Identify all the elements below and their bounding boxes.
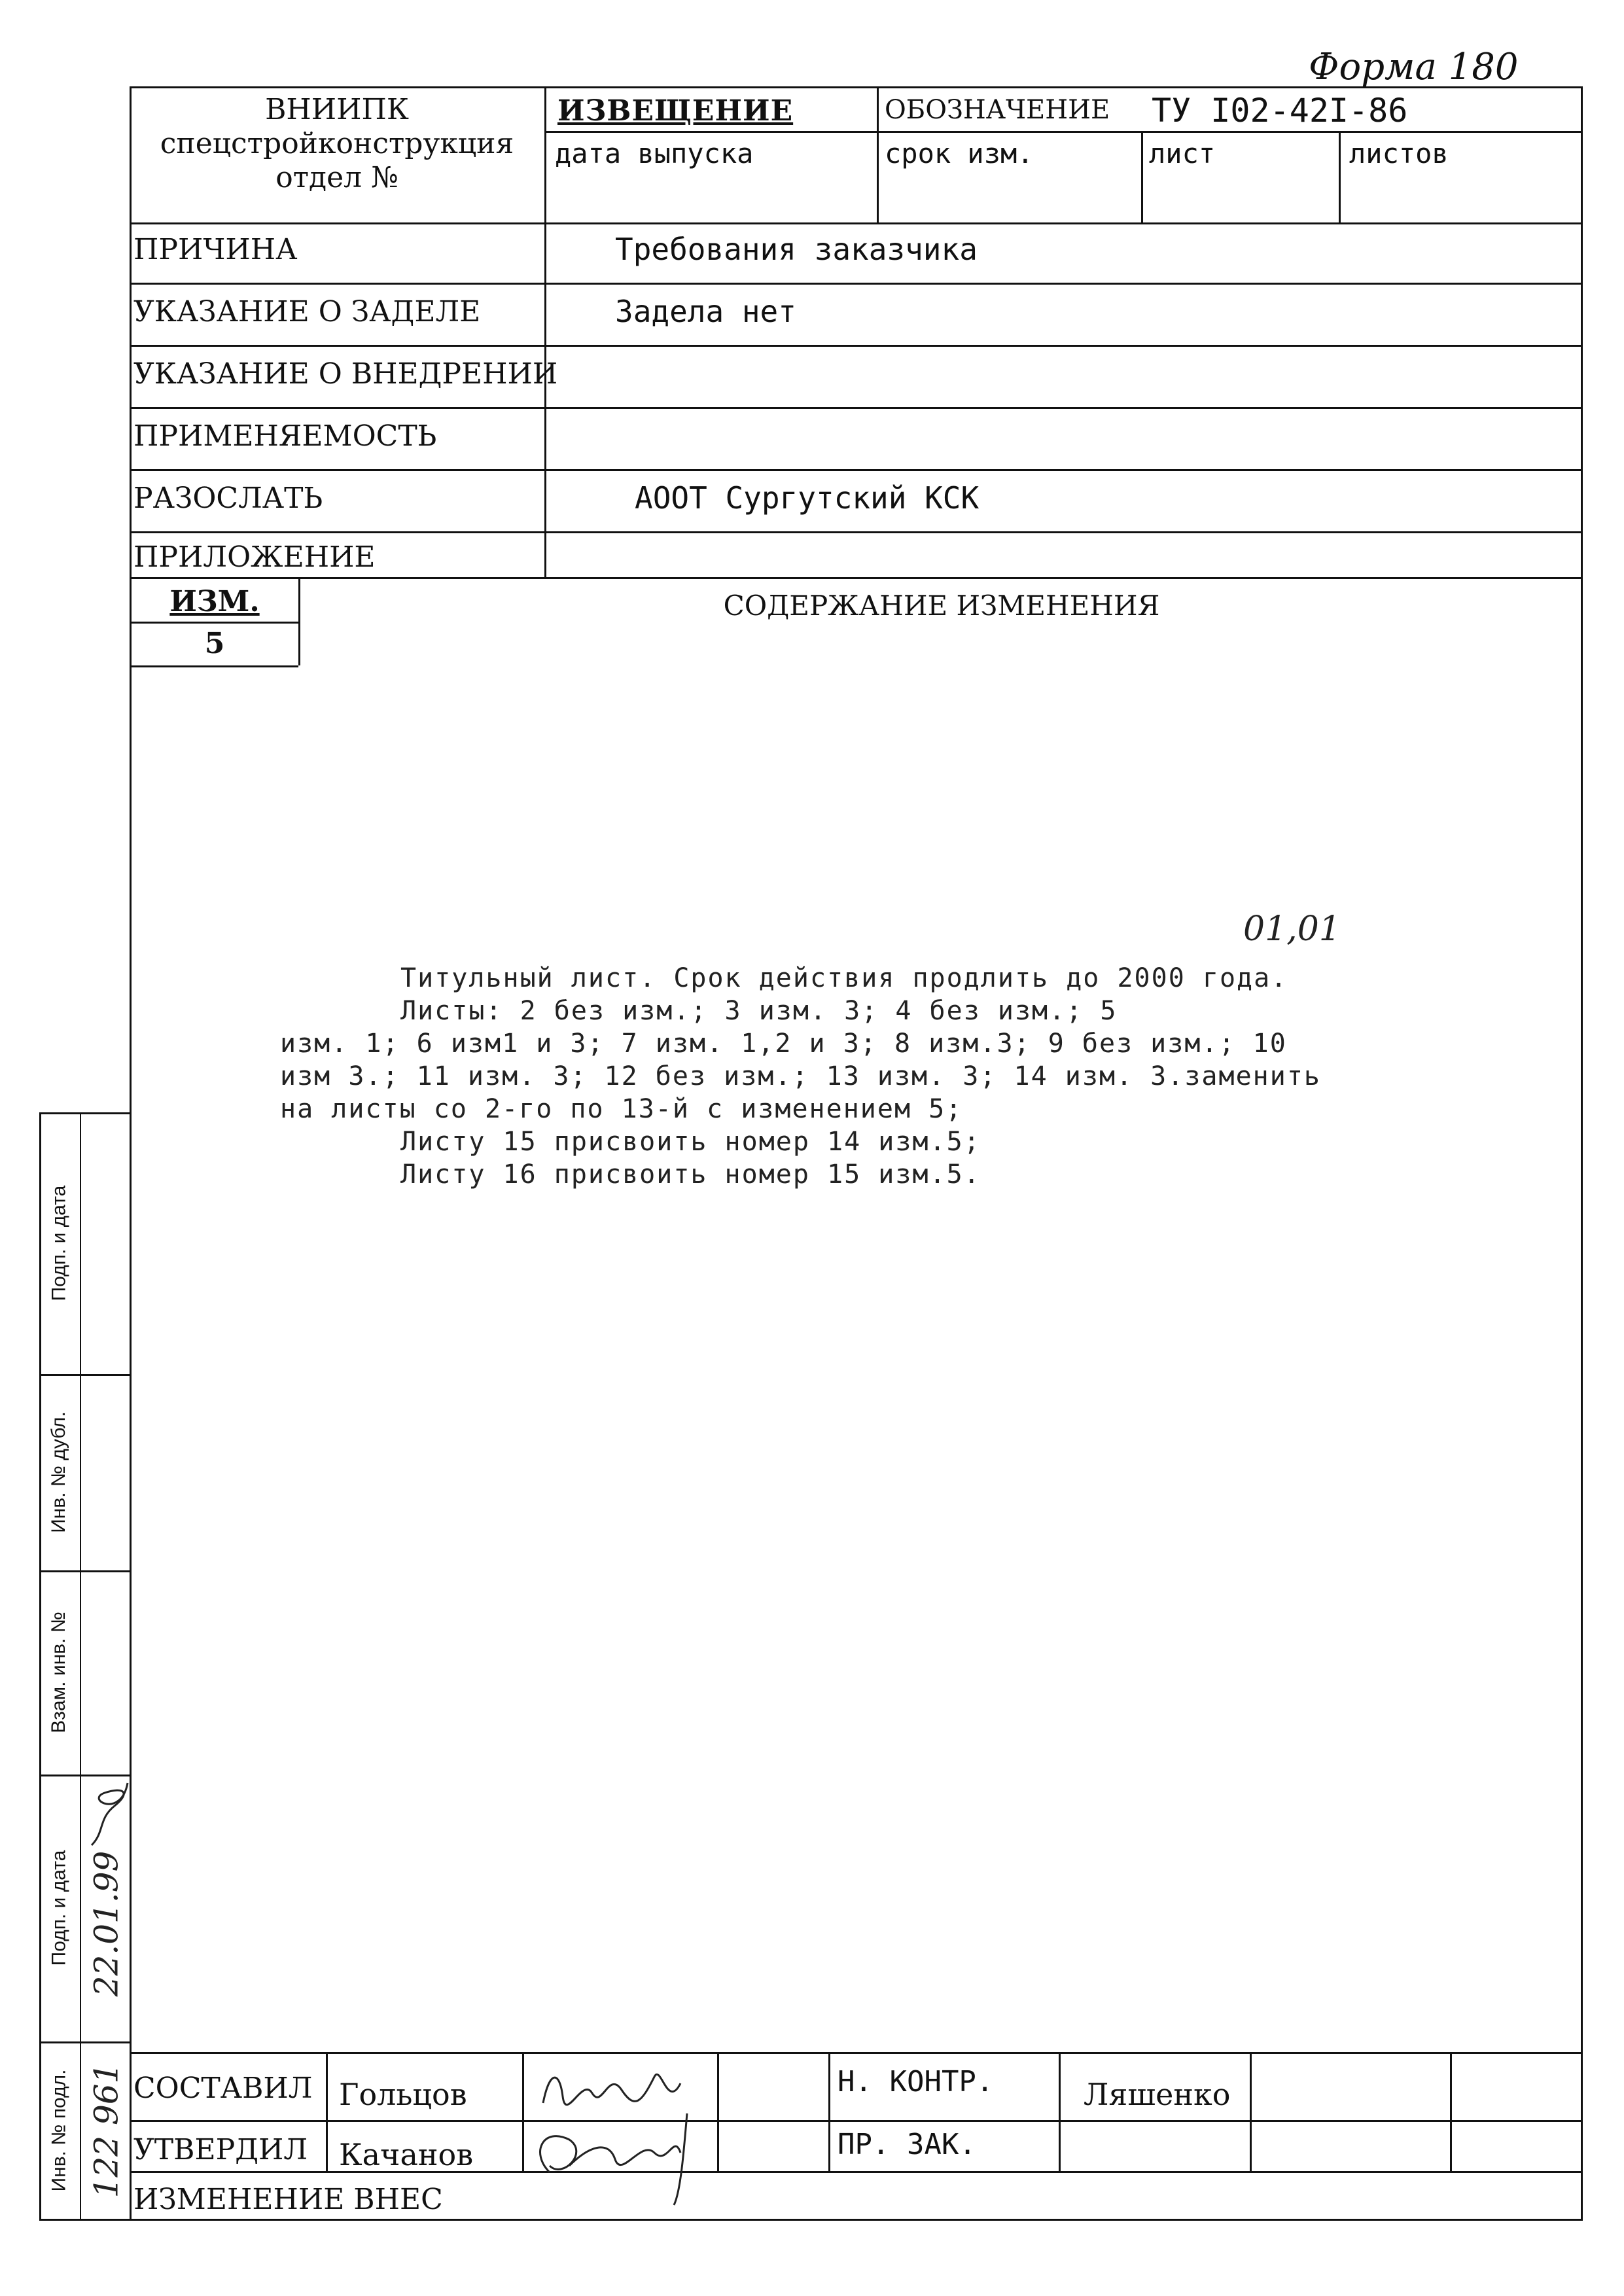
izm-label: ИЗМ.	[169, 585, 260, 618]
header-divider-1	[544, 86, 546, 222]
content-line-4: изм 3.; 11 изм. 3; 12 без изм.; 13 изм. 3; 14 изм. 3.заменить	[280, 1061, 1322, 1091]
izm-box-mid	[130, 622, 298, 624]
row-line-4	[130, 469, 1583, 471]
org-line-2: спецстройконструкция	[160, 127, 514, 160]
header-divider-2	[877, 86, 879, 222]
izm-number: 5	[204, 627, 225, 660]
customer-rep-label: ПР. ЗАК.	[838, 2128, 976, 2161]
content-label: СОДЕРЖАНИЕ ИЗМЕНЕНИЯ	[723, 590, 1160, 622]
content-line-7: Листу 16 присвоить номер 15 изм.5.	[400, 1159, 981, 1190]
side-handwritten-inv-podl: 122 961	[87, 2062, 126, 2198]
org-name-block	[131, 93, 543, 195]
norm-control-label: Н. КОНТР.	[838, 2065, 994, 2098]
footer-mid-line	[130, 2120, 1583, 2122]
approved-name: Качанов	[339, 2137, 474, 2172]
side-label-podp-data-top: Подп. и дата	[48, 1185, 69, 1301]
izm-box-bottom	[130, 665, 298, 667]
side-label-podp-data-bottom: Подп. и дата	[48, 1850, 69, 1966]
handwritten-date-note: 01,01	[1243, 910, 1341, 949]
changed-by-label: ИЗМЕНЕНИЕ ВНЕС	[133, 2183, 443, 2216]
org-line-3: отдел №	[275, 161, 398, 194]
row-line-5	[130, 531, 1583, 533]
izm-box-right	[298, 577, 300, 665]
footer-div-6	[1250, 2052, 1252, 2171]
release-date-label: дата выпуска	[555, 137, 754, 169]
form-label: Форма 180	[1309, 46, 1519, 88]
norm-control-name: Ляшенко	[1084, 2077, 1231, 2112]
content-line-2: Листы: 2 без изм.; 3 изм. 3; 4 без изм.; 5	[400, 996, 1118, 1026]
side-label-inv-dubl: Инв. № дубл.	[48, 1411, 69, 1533]
row-value-distribute: АООТ Сургутский КСК	[635, 480, 980, 516]
row-label-reason: ПРИЧИНА	[133, 233, 298, 266]
org-line-1: ВНИИПК	[265, 93, 409, 126]
sheets-label: листов	[1349, 137, 1449, 169]
row-label-attachment: ПРИЛОЖЕНИЕ	[133, 540, 376, 574]
change-term-label: срок изм.	[885, 137, 1034, 169]
sheet-label: лист	[1149, 137, 1216, 169]
footer-div-4	[828, 2052, 830, 2171]
side-label-inv-podl: Инв. № подл.	[48, 2069, 69, 2191]
designation-label: ОБОЗНАЧЕНИЕ	[885, 95, 1110, 125]
row-value-reason: Требования заказчика	[615, 232, 978, 267]
header-divider-4	[1339, 131, 1341, 222]
designation-value: ТУ I02-42I-86	[1152, 92, 1408, 130]
side-bottom-line	[39, 2219, 132, 2221]
footer-div-7	[1450, 2052, 1452, 2171]
row-value-backlog: Задела нет	[615, 294, 796, 329]
content-line-5: на листы со 2-го по 13-й с изменением 5;	[280, 1094, 963, 1124]
approved-signature	[523, 2100, 720, 2212]
header-mid-line	[544, 131, 1583, 133]
footer-top-line	[130, 2052, 1583, 2054]
compiled-name: Гольцов	[339, 2077, 467, 2112]
row-line-6	[130, 577, 1583, 579]
frame-top-border	[130, 86, 1583, 88]
approved-label: УТВЕРДИЛ	[133, 2133, 308, 2166]
notice-label: ИЗВЕЩЕНИЕ	[557, 94, 794, 128]
rows-label-divider	[544, 222, 546, 577]
frame-bottom-border	[130, 2219, 1583, 2221]
side-column-mid	[80, 1112, 81, 2221]
side-label-vzam-inv: Взам. инв. №	[48, 1612, 70, 1733]
content-line-3: изм. 1; 6 изм1 и 3; 7 изм. 1,2 и 3; 8 изм.3; 9 без изм.; 10	[280, 1029, 1287, 1059]
row-label-distribute: РАЗОСЛАТЬ	[133, 482, 323, 515]
side-signature-mark	[85, 1780, 131, 1852]
row-label-backlog: УКАЗАНИЕ О ЗАДЕЛЕ	[133, 295, 481, 328]
side-handwritten-podp-date: 22.01.99	[87, 1850, 125, 1997]
row-line-2	[130, 345, 1583, 347]
content-line-6: Листу 15 присвоить номер 14 изм.5;	[400, 1127, 981, 1157]
header-bottom-line	[130, 222, 1583, 224]
row-label-applicability: ПРИМЕНЯЕМОСТЬ	[133, 419, 437, 453]
header-divider-3	[1141, 131, 1143, 222]
content-line-1: Титульный лист. Срок действия продлить до 2000 года.	[400, 963, 1288, 993]
footer-div-1	[326, 2052, 328, 2171]
footer-div-5	[1059, 2052, 1061, 2171]
row-label-implementation: УКАЗАНИЕ О ВНЕДРЕНИИ	[133, 357, 558, 391]
row-line-1	[130, 283, 1583, 285]
row-line-3	[130, 407, 1583, 409]
compiled-label: СОСТАВИЛ	[133, 2072, 313, 2105]
